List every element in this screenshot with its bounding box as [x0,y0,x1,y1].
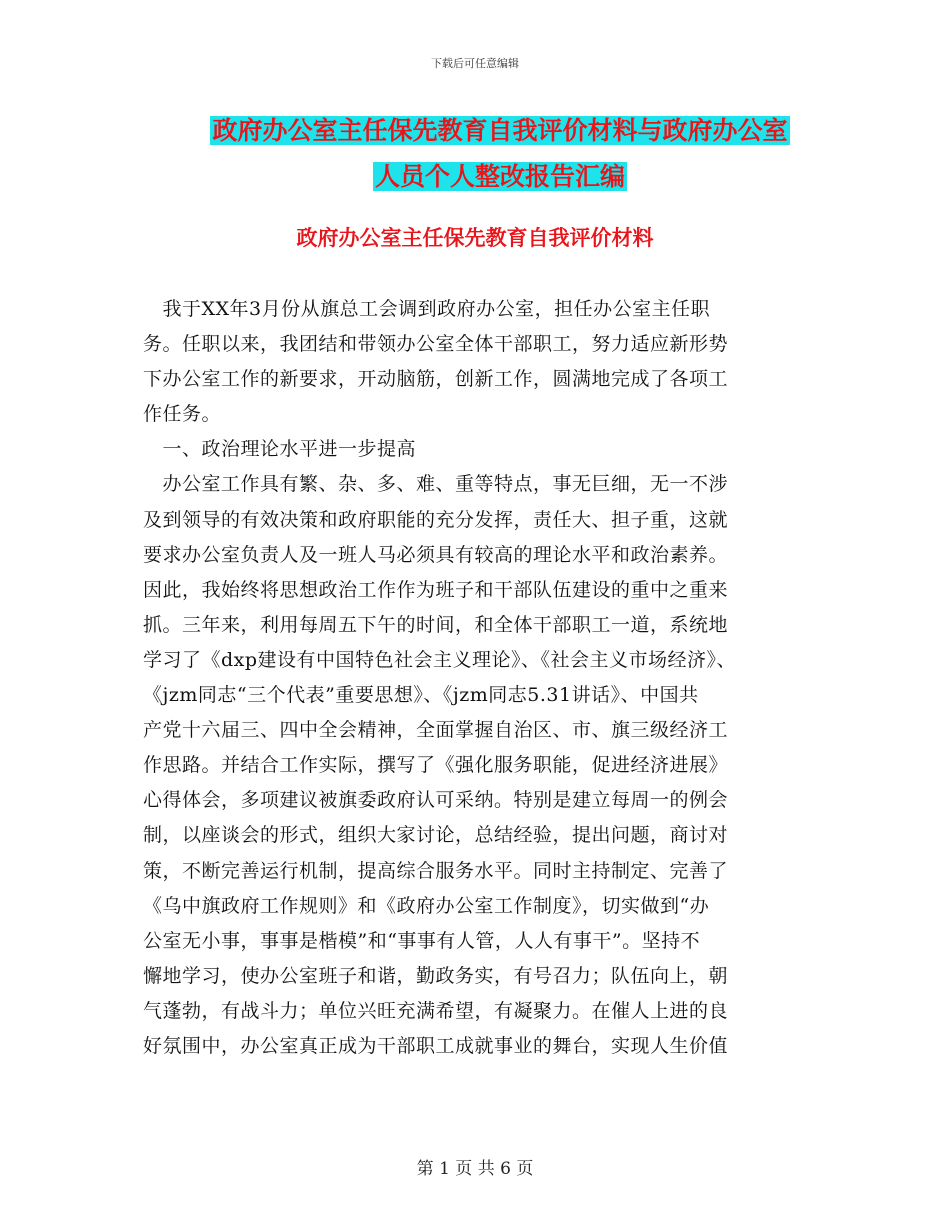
body-line: 策，不断完善运行机制，提高综合服务水平。同时主持制定、完善了 [143,859,729,882]
body-line: 我于XX年3月份从旗总工会调到政府办公室，担任办公室主任职 [143,298,711,320]
body-line: 好氛围中，办公室真正成为干部职工成就事业的舞台，实现人生价值 [143,1034,729,1057]
body-line: 作思路。并结合工作实际，撰写了《强化服务职能，促进经济进展》 [143,754,729,777]
body-line: 及到领导的有效决策和政府职能的充分发挥，责任大、担子重，这就 [143,508,729,531]
document-title [150,108,850,200]
body-line: 心得体会，多项建议被旗委政府认可采纳。特别是建立每周一的例会 [143,789,729,812]
body-line: 作任务。 [143,403,222,426]
body-line: 学习了《dxp建设有中国特色社会主义理论》、《社会主义市场经济》、 [143,648,737,671]
body-line: 下办公室工作的新要求，开动脑筋，创新工作，圆满地完成了各项工 [143,368,729,391]
document-title-line-2: 人员个人整改报告汇编 [374,162,625,191]
body-text [143,292,823,1064]
body-line: 办公室工作具有繁、杂、多、难、重等特点，事无巨细，无一不涉 [143,473,729,496]
body-line: 《jzm同志“三个代表”重要思想》、《jzm同志5.31讲话》、中国共 [143,684,699,707]
body-line: 公室无小事，事事是楷模”和“事事有人管，人人有事干”。坚持不 [143,929,701,952]
body-line: 制，以座谈会的形式，组织大家讨论，总结经验，提出问题，商讨对 [143,824,729,847]
body-line: 懈地学习，使办公室班子和谐，勤政务实，有号召力；队伍向上，朝 [143,964,729,987]
body-line: 气蓬勃，有战斗力；单位兴旺充满希望，有凝聚力。在催人上进的良 [143,999,729,1022]
body-line: 抓。三年来，利用每周五下午的时间，和全体干部职工一道，系统地 [143,613,729,636]
body-line: 一、政治理论水平进一步提高 [143,438,417,461]
body-line: 《乌中旗政府工作规则》和《政府办公室工作制度》，切实做到“办 [143,894,710,917]
document-title-line-1: 政府办公室主任保先教育自我评价材料与政府办公室 [212,116,788,145]
header-note: 下载后可任意编辑 [431,57,519,70]
body-line: 因此，我始终将思想政治工作作为班子和干部队伍建设的重中之重来 [143,578,729,601]
page-footer: 第 1 页 共 6 页 [416,1159,534,1179]
body-line: 务。任职以来，我团结和带领办公室全体干部职工，努力适应新形势 [143,333,729,356]
body-line: 产党十六届三、四中全会精神，全面掌握自治区、市、旗三级经济工 [143,719,729,742]
section-title: 政府办公室主任保先教育自我评价材料 [296,226,654,250]
body-line: 要求办公室负责人及一班人马必须具有较高的理论水平和政治素养。 [143,543,729,566]
